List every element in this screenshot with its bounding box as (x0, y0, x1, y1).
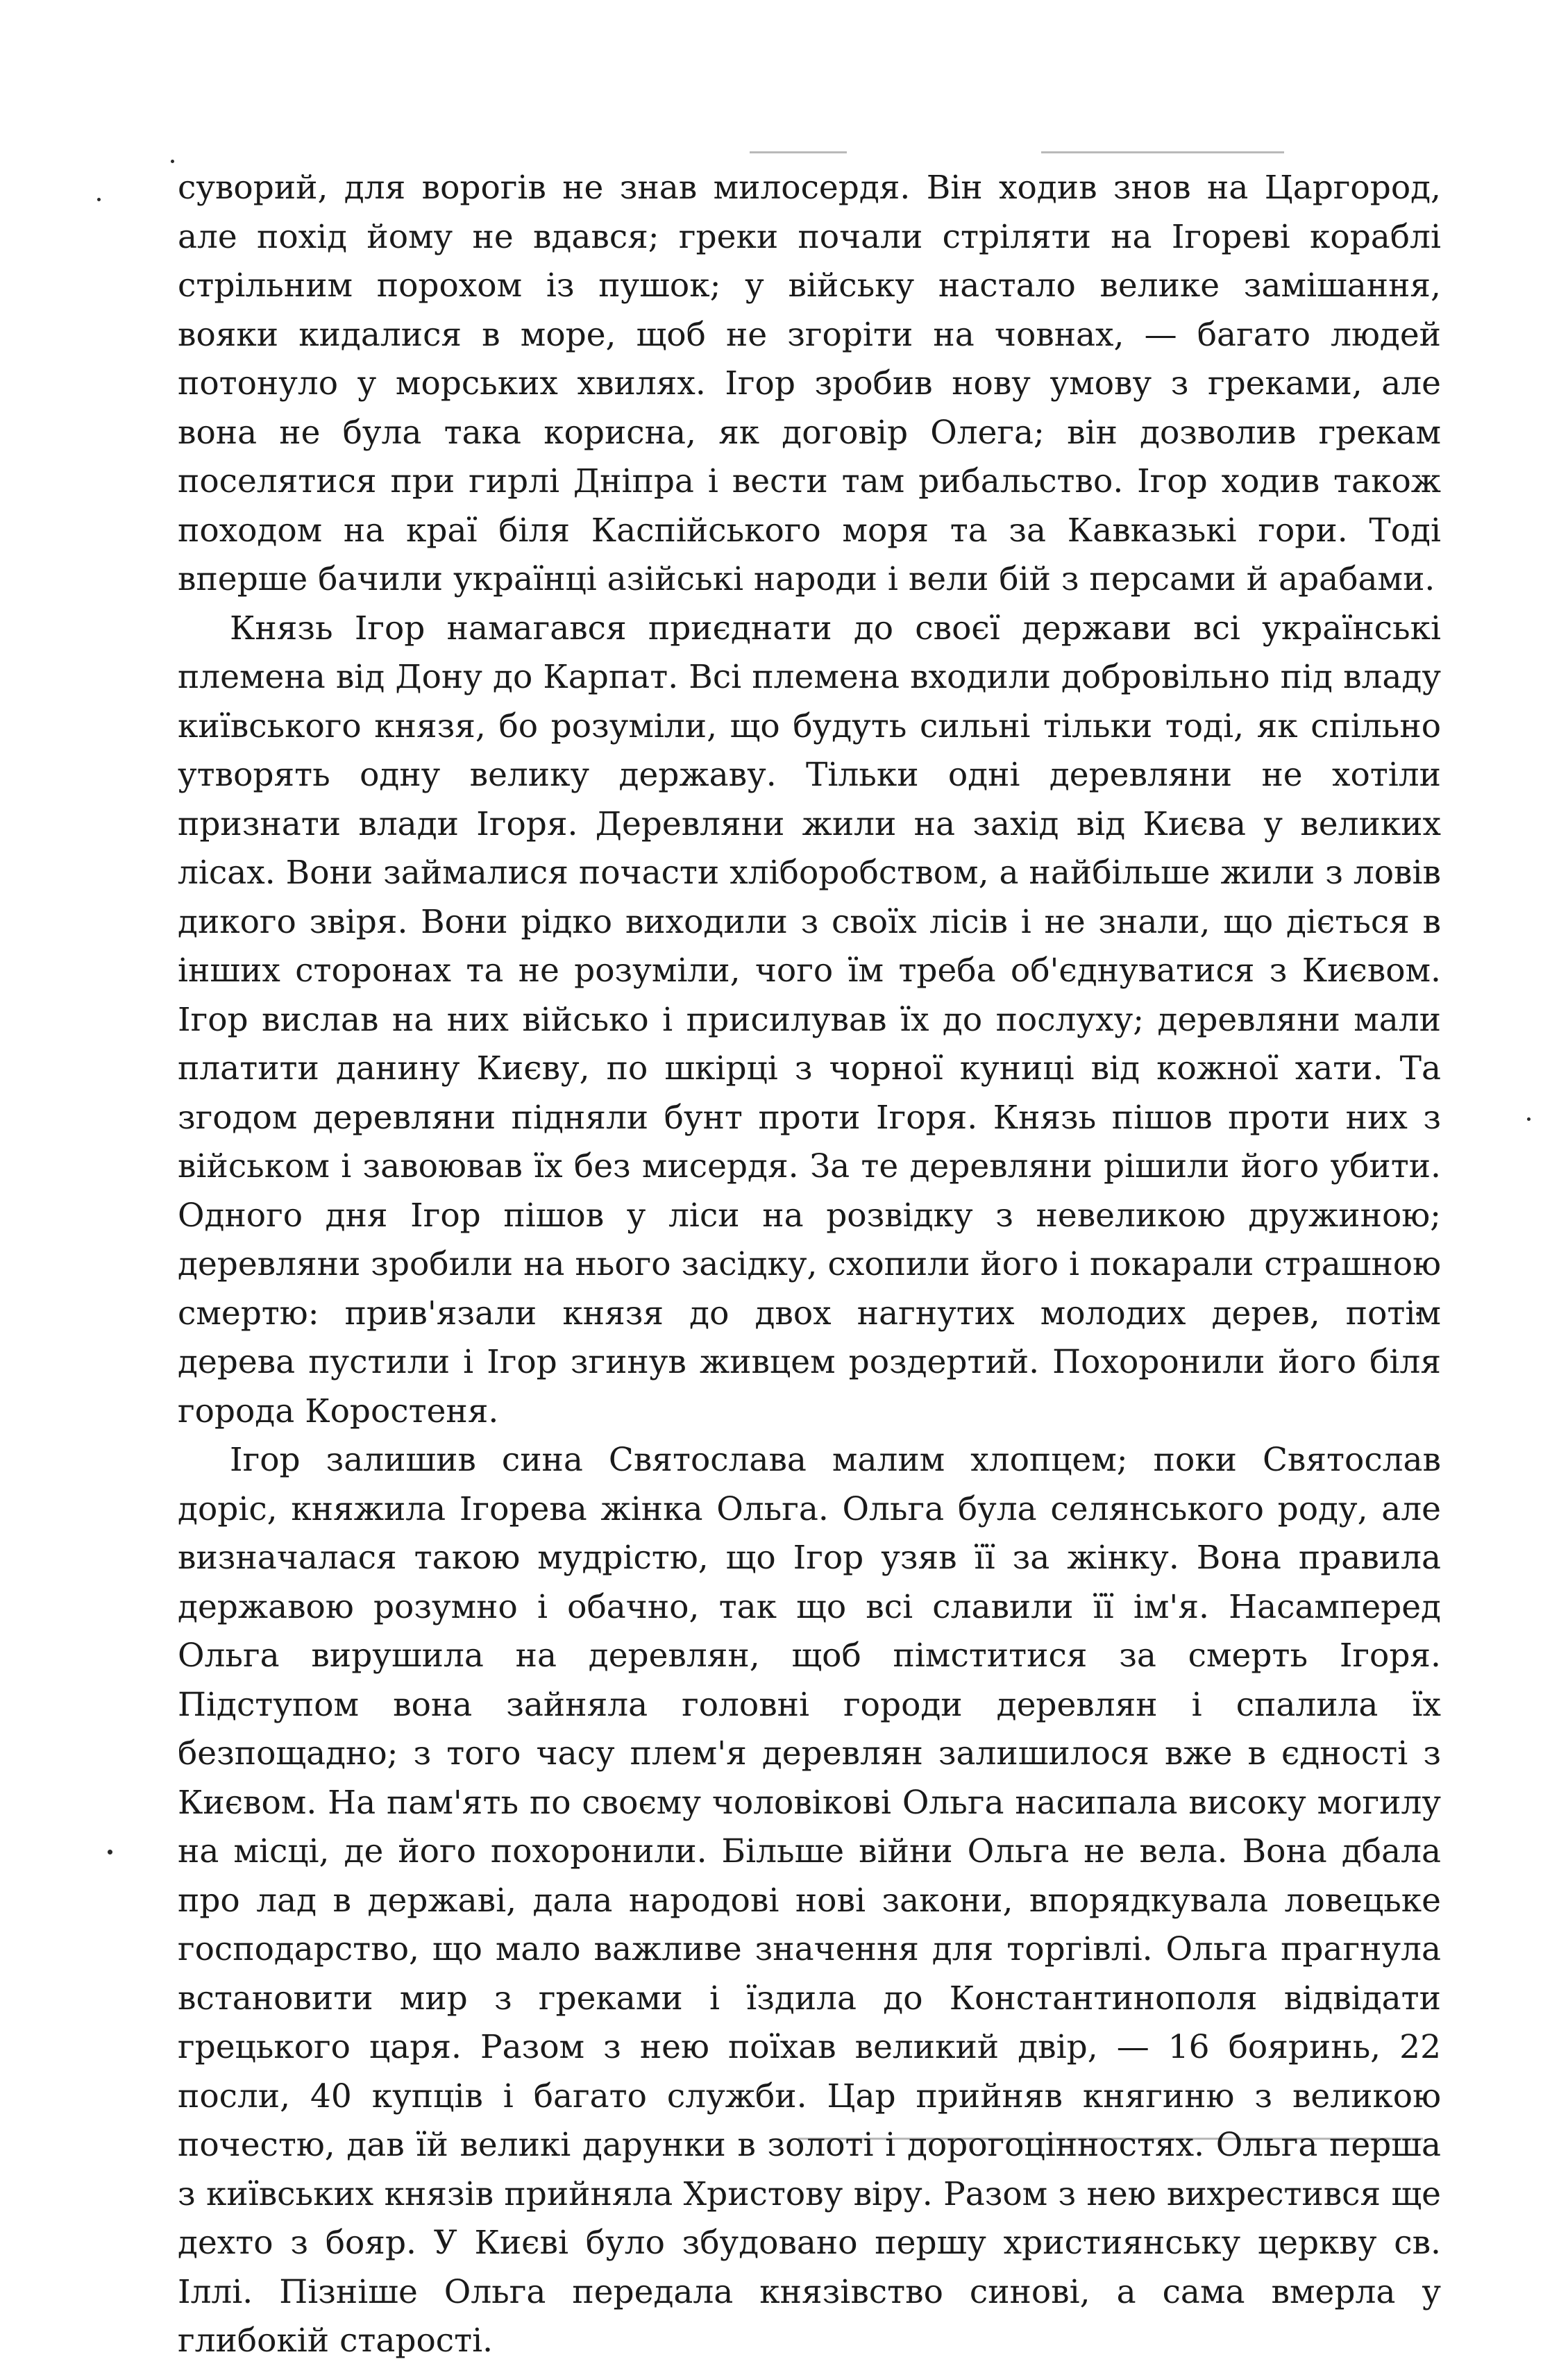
paragraph-continued: суворий, для ворогів не знав милосердя. Він ходив знов на Царгород, але похід йому не вдався; греки почали стріляти на Ігореві кораблі стрільним порохом із пушок; у війську настало велике замішання, вояки кидалися в море, щоб не згоріти на човнах, — багато людей потонуло у морських хвилях. Ігор зробив нову умову з греками, але вона не була така корисна, як договір Олега; він дозволив грекам поселятися при гирлі Дніпра і вести там рибальство. Ігор ходив також походом на краї біля Каспійського моря та за Кавказькі гори. Тоді вперше бачили українці азійські народи і вели бій з персами й арабами. (178, 169, 1441, 598)
body-text (178, 164, 1441, 2366)
scan-mark-top-left (750, 151, 847, 153)
paragraph-olga: Ігор залишив сина Святослава малим хлопцем; поки Святослав доріс, княжила Ігорева жінка Ольга. Ольга була селянського роду, але визначалася такою мудрістю, що Ігор узяв її за жінку. Вона правила державою розумно і обачно, так що всі славили її ім'я. Насамперед Ольга вирушила на деревлян, щоб пімститися за смерть Ігоря. Підступом вона зайняла головні городи деревлян і спалила їх безпощадно; з того часу плем'я деревлян залишилося вже в єдності з Києвом. На пам'ять по своєму чоловікові Ольга насипала високу могилу на місці, де його похоронили. Більше війни Ольга не вела. Вона дбала про лад в державі, дала народові нові закони, впорядкувала ловецьке господарство, що мало важливе значення для торгівлі. Ольга прагнула встановити мир з греками і їздила до Константинополя відвідати грецького царя. Разом з нею поїхав великий двір, — 16 бояринь, 22 посли, 40 купців і багато служби. Цар прийняв княгиню з великою почестю, дав їй великі дарунки в золоті і дорогоцінностях. Ольга перша з київських князів прийняла Христову віру. Разом з нею вихрестився ще дехто з бояр. У Києві було збудовано першу християнську церкву св. Іллі. Пізніше Ольга передала князівство синові, а сама вмерла у глибокій старості. (178, 1441, 1441, 2360)
paragraph-prince-igor: Князь Ігор намагався приєднати до своєї держави всі українські племена від Дону до Карпат. Всі племена входили добровільно під владу київського князя, бо розуміли, що будуть сильні тільки тоді, як спільно утворять одну велику державу. Тільки одні деревляни не хотіли признати влади Ігоря. Деревляни жили на захід від Києва у великих лісах. Вони займалися почасти хліборобством, а найбільше жили з ловів дикого звіря. Вони рідко виходили з своїх лісів і не знали, що діється в інших сторонах та не розуміли, чого їм треба об'єднуватися з Києвом. Ігор вислав на них військо і присилував їх до послуху; деревляни мали платити данину Києву, по шкірці з чорної куниці від кожної хати. Та згодом деревляни підняли бунт проти Ігоря. Князь пішов проти них з військом і завоював їх без мисердя. За те деревляни рішили його убити. Одного дня Ігор пішов у ліси на розвідку з невеликою дружиною; деревляни зробили на нього засідку, схопили його і покарали страшною смертю: прив'язали князя до двох нагнутих молодих дерев, потім дерева пустили і Ігор згинув живцем роздертий. Похоронили його біля города Коростеня. (178, 609, 1441, 1430)
scan-speck (1527, 1117, 1531, 1121)
scan-speck (171, 160, 174, 163)
scan-speck (108, 1850, 112, 1854)
scan-speck (97, 198, 101, 201)
scan-mark-top-right (1041, 151, 1284, 153)
